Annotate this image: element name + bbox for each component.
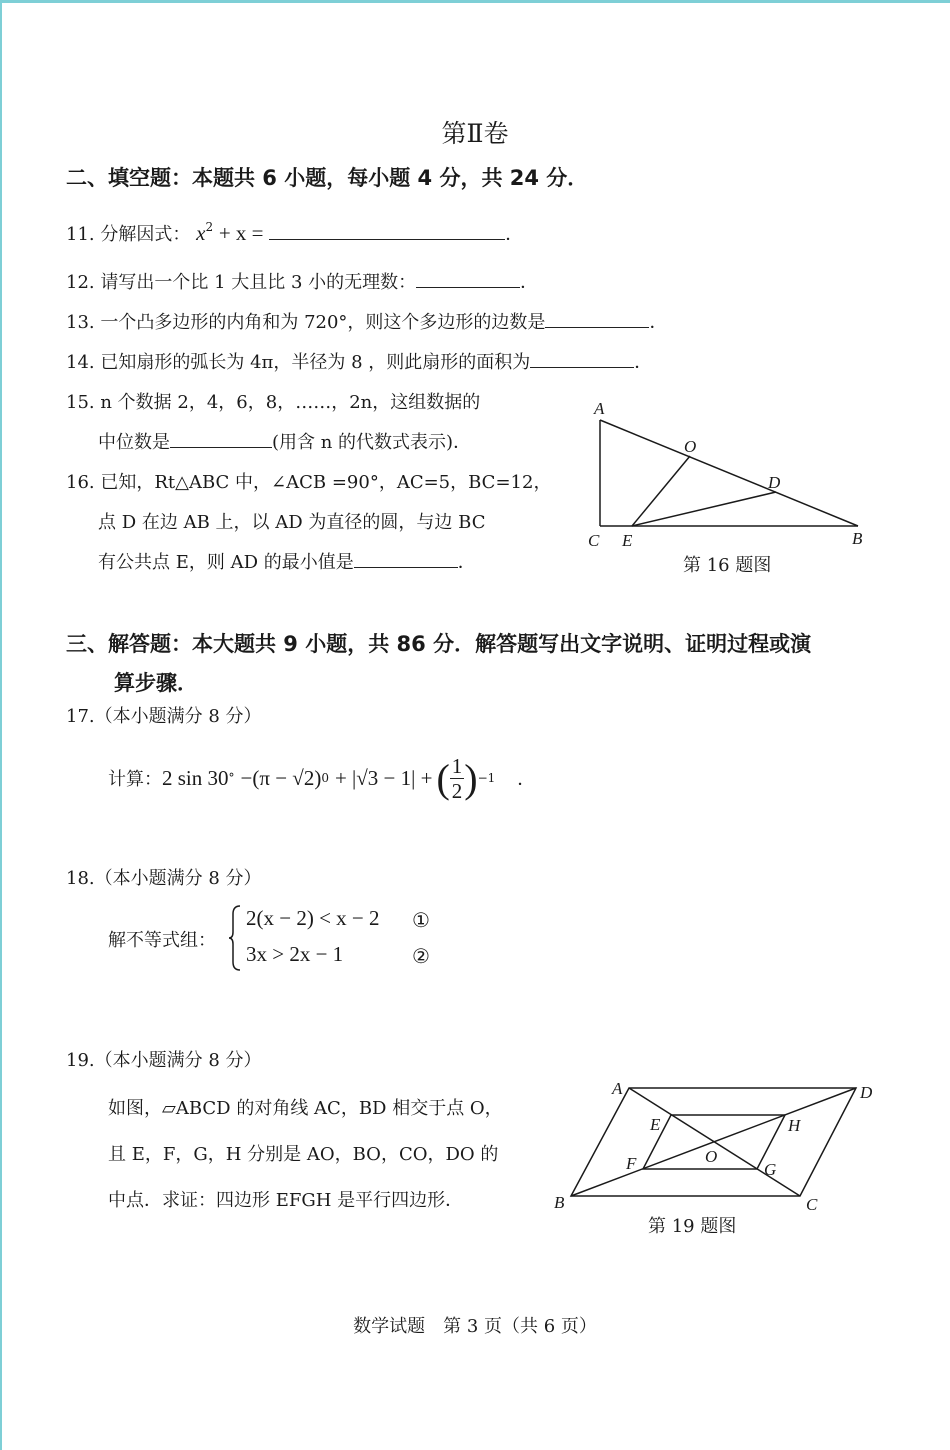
figure-19-caption: 第 19 题图 — [648, 1216, 737, 1237]
q17-frac-denominator: 2 — [451, 778, 463, 803]
question-13 — [66, 308, 667, 334]
q16-answer-blank[interactable] — [354, 549, 458, 568]
system-brace — [228, 904, 242, 972]
q15-answer-blank[interactable] — [170, 429, 272, 448]
question-18-header: 18.（本小题满分 8 分） — [66, 868, 262, 889]
label-c: C — [588, 531, 600, 546]
q17-right-paren: ) — [464, 755, 478, 801]
q13-answer-blank[interactable] — [545, 309, 649, 328]
q15-text-b: (用含 n 的代数式表示)． — [272, 432, 472, 453]
question-19-line-3: 中点．求证：四边形 EFGH 是平行四边形． — [108, 1190, 464, 1211]
q12-end: ． — [520, 272, 539, 293]
q15-text-a: 中位数是 — [98, 432, 170, 453]
label-f: F — [626, 1154, 637, 1173]
q11-var: x — [196, 221, 206, 245]
section-3-heading-line-1: 三、解答题：本大题共 9 小题，共 86 分．解答题写出文字说明、证明过程或演 — [66, 632, 812, 656]
q17-exponent-neg-one: −1 — [477, 771, 496, 785]
label-c: C — [806, 1195, 818, 1214]
label-o: O — [684, 437, 697, 456]
q12-answer-blank[interactable] — [416, 269, 520, 288]
question-16-line-3 — [98, 548, 476, 574]
question-17-expression — [108, 748, 535, 808]
inequality-1-mark: ① — [412, 908, 430, 932]
q17-term-power: −(π − √2) — [240, 765, 322, 790]
figure-19-parallelogram — [550, 1072, 890, 1217]
diagonal-bd — [571, 1088, 856, 1196]
label-b: B — [852, 529, 863, 546]
segment-ab — [600, 420, 858, 526]
q17-end: ． — [517, 769, 536, 790]
q14-answer-blank[interactable] — [530, 349, 634, 368]
question-15-line-1: 15. n 个数据 2，4，6，8，……，2n，这组数据的 — [66, 392, 481, 413]
label-g: G — [764, 1160, 777, 1179]
question-11 — [66, 220, 523, 246]
label-e: E — [622, 531, 633, 546]
question-12 — [66, 268, 538, 294]
q17-degree: ° — [228, 771, 235, 785]
question-14 — [66, 348, 652, 374]
q11-expr: + x = — [218, 221, 264, 245]
q13-end: ． — [649, 312, 668, 333]
question-15-line-2 — [98, 428, 471, 454]
q18-prefix: 解不等式组： — [108, 930, 216, 951]
section-2-heading: 二、填空题：本题共 6 小题，每小题 4 分，共 24 分． — [66, 166, 589, 190]
q17-exponent-zero: 0 — [321, 771, 329, 785]
label-b: B — [554, 1193, 565, 1212]
q17-term-abs: + |√3 − 1| + — [334, 765, 433, 790]
page-footer: 数学试题 第 3 页（共 6 页） — [353, 1316, 597, 1337]
q11-text: 分解因式： — [100, 224, 191, 245]
inequality-2: 3x > 2x − 1 — [246, 942, 344, 966]
label-a: A — [594, 399, 605, 418]
q11-number: 11. — [66, 224, 95, 245]
label-h: H — [788, 1116, 801, 1135]
q11-answer-blank[interactable] — [269, 221, 505, 240]
label-d: D — [768, 473, 781, 492]
question-17-header: 17.（本小题满分 8 分） — [66, 706, 262, 727]
label-o: O — [705, 1147, 718, 1166]
figure-16-triangle — [580, 396, 880, 546]
q17-prefix: 计算： — [108, 769, 162, 790]
q17-fraction — [450, 754, 465, 803]
q14-text: 14. 已知扇形的弧长为 4π，半径为 8 ，则此扇形的面积为 — [66, 352, 531, 373]
q12-text: 12. 请写出一个比 1 大且比 3 小的无理数： — [66, 272, 417, 293]
q16-text: 有公共点 E，则 AD 的最小值是 — [98, 552, 354, 573]
q17-left-paren: ( — [436, 755, 450, 801]
page-title: 第Ⅱ卷 — [441, 119, 509, 148]
q16-end: ． — [457, 552, 476, 573]
label-a: A — [612, 1079, 623, 1098]
q13-text: 13. 一个凸多边形的内角和为 720°，则这个多边形的边数是 — [66, 312, 546, 333]
question-16-line-2: 点 D 在边 AB 上，以 AD 为直径的圆，与边 BC — [98, 512, 486, 533]
section-3-heading-line-2: 算步骤． — [114, 671, 198, 695]
page-border-top — [0, 0, 950, 3]
question-19-line-2: 且 E，F，G，H 分别是 AO，BO，CO，DO 的 — [108, 1144, 499, 1165]
inequality-1: 2(x − 2) < x − 2 — [246, 906, 380, 930]
q14-end: ． — [634, 352, 653, 373]
q11-exponent: 2 — [205, 220, 214, 234]
q11-end: ． — [505, 224, 524, 245]
page-border-left — [0, 0, 2, 1450]
label-d: D — [860, 1083, 873, 1102]
question-16-line-1: 16. 已知，Rt△ABC 中，∠ACB =90°，AC=5，BC=12， — [66, 472, 552, 493]
question-19-header: 19.（本小题满分 8 分） — [66, 1050, 262, 1071]
q17-frac-numerator: 1 — [451, 753, 463, 778]
label-e: E — [650, 1115, 661, 1134]
segment-eo — [632, 456, 690, 526]
q17-term-sin: 2 sin 30 — [162, 765, 229, 790]
question-19-line-1: 如图，▱ABCD 的对角线 AC，BD 相交于点 O， — [108, 1098, 503, 1119]
segment-ed — [632, 492, 776, 526]
inequality-2-mark: ② — [412, 944, 430, 968]
figure-16-caption: 第 16 题图 — [683, 555, 772, 576]
